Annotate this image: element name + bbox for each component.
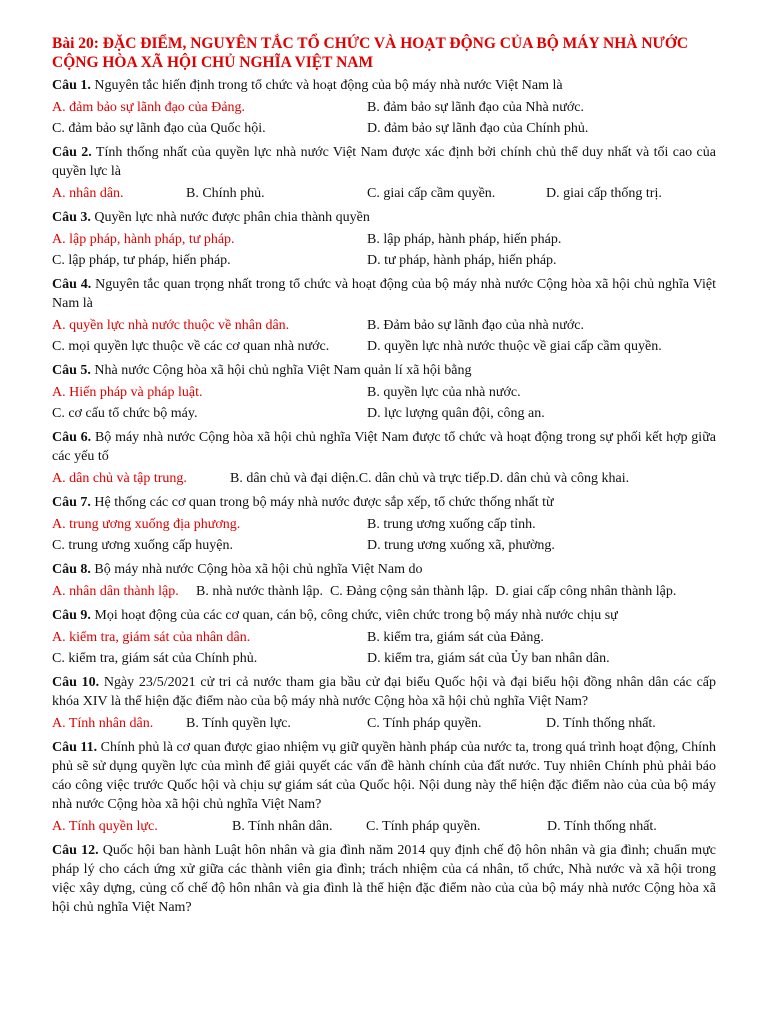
answer-row — [52, 183, 716, 204]
answer-b: B. Đảm bảo sự lãnh đạo của nhà nước. — [367, 318, 584, 333]
answer-row — [52, 336, 716, 357]
question-text: Hệ thống các cơ quan trong bộ máy nhà nước được sắp xếp, tổ chức thống nhất từ — [90, 495, 554, 510]
answer-row — [52, 250, 716, 271]
answer-b: B. kiểm tra, giám sát của Đảng. — [367, 630, 544, 645]
answer-c: C. kiểm tra, giám sát của Chính phủ. — [52, 651, 258, 666]
question-7 — [52, 493, 716, 512]
answer-c: C. dân chủ và trực tiếp. — [358, 471, 490, 486]
question-label: Câu 11. — [52, 740, 98, 755]
question-label: Câu 5. — [52, 363, 91, 378]
question-text: Chính phủ là cơ quan được giao nhiệm vụ giữ quyền hành pháp của nước ta, trong quá trình hoạt động, Chính phủ sẽ sử dụng quyền lực của mình để giải quyết các vấn đề hành chính của đất nước. Tuy nhiên Chính phủ phải báo cáo công việc trước Quốc hội và chịu sự giám sát của Quốc hội. Nội dung này thể hiện đặc điểm nào của của bộ máy nhà nước Cộng hòa xã hội chủ nghĩa Việt Nam? — [52, 740, 716, 812]
answer-d: D. kiểm tra, giám sát của Ủy ban nhân dân. — [367, 651, 610, 666]
question-text: Bộ máy nhà nước Cộng hòa xã hội chủ nghĩa Việt Nam do — [90, 562, 423, 577]
answer-c: C. Tính pháp quyền. — [366, 819, 481, 834]
question-label: Câu 6. — [52, 430, 92, 445]
question-text: Quyền lực nhà nước được phân chia thành quyền — [90, 210, 370, 225]
question-label: Câu 12. — [52, 843, 99, 858]
question-text: Nguyên tắc hiến định trong tổ chức và hoạt động của bộ máy nhà nước Việt Nam là — [90, 78, 563, 93]
answer-row — [52, 118, 716, 139]
answer-b: B. Chính phủ. — [186, 186, 265, 201]
answer-c: C. Tính pháp quyền. — [367, 716, 482, 731]
question-12 — [52, 841, 716, 917]
answer-d: D. giai cấp công nhân thành lập. — [495, 584, 677, 599]
question-text: Nguyên tắc quan trọng nhất trong tổ chức và hoạt động của bộ máy nhà nước Cộng hòa xã hội chủ nghĩa Việt Nam là — [52, 277, 716, 311]
answer-a-correct: A. Tính quyền lực. — [52, 819, 158, 834]
question-text: Tính thống nhất của quyền lực nhà nước Việt Nam được xác định bởi chính chủ thể duy nhất và tối cao của quyền lực là — [52, 145, 716, 179]
answer-b: B. nhà nước thành lập. — [196, 584, 323, 599]
question-label: Câu 4. — [52, 277, 92, 292]
answer-a-correct: A. nhân dân thành lập. — [52, 584, 179, 599]
answer-a-correct: A. lập pháp, hành pháp, tư pháp. — [52, 232, 235, 247]
answer-a-correct: A. đảm bảo sự lãnh đạo của Đảng. — [52, 100, 246, 115]
answer-c: C. cơ cấu tổ chức bộ máy. — [52, 406, 198, 421]
answer-c: C. lập pháp, tư pháp, hiến pháp. — [52, 253, 231, 268]
question-text: Mọi hoạt động của các cơ quan, cán bộ, công chức, viên chức trong bộ máy nhà nước chịu sự — [90, 608, 618, 623]
question-8 — [52, 560, 716, 579]
question-label: Câu 3. — [52, 210, 91, 225]
answer-b: B. đảm bảo sự lãnh đạo của Nhà nước. — [367, 100, 584, 115]
answer-b: B. lập pháp, hành pháp, hiến pháp. — [367, 232, 562, 247]
answer-row — [52, 713, 716, 734]
answer-row — [52, 403, 716, 424]
answer-row — [52, 514, 716, 535]
question-4 — [52, 275, 716, 313]
answer-b: B. Tính nhân dân. — [232, 819, 333, 834]
question-label: Câu 10. — [52, 675, 100, 690]
answer-row — [52, 97, 716, 118]
question-text: Quốc hội ban hành Luật hôn nhân và gia đình năm 2014 quy định chế độ hôn nhân và gia đình; chuẩn mực pháp lý cho cách ứng xử giữa các thành viên gia đình; trách nhiệm của cá nhân, tổ chức, Nhà nước và xã hội trong việc xây dựng, củng cố chế độ hôn nhân và gia đình là thể hiện đặc điểm nào của của bộ máy nhà nước Cộng hòa xã hội chủ nghĩa Việt Nam? — [52, 843, 716, 915]
answer-row — [52, 315, 716, 336]
question-10 — [52, 673, 716, 711]
answer-row — [52, 229, 716, 250]
question-label: Câu 1. — [52, 78, 91, 93]
question-5 — [52, 361, 716, 380]
answer-a-correct: A. Hiến pháp và pháp luật. — [52, 385, 203, 400]
answer-d: D. Tính thống nhất. — [547, 819, 657, 834]
answer-d: D. quyền lực nhà nước thuộc về giai cấp cầm quyền. — [367, 339, 662, 354]
question-label: Câu 2. — [52, 145, 92, 160]
answer-b: B. quyền lực của nhà nước. — [367, 385, 521, 400]
answer-c: C. Đảng cộng sản thành lập. — [329, 584, 489, 599]
question-3 — [52, 208, 716, 227]
answer-d: D. đảm bảo sự lãnh đạo của Chính phủ. — [367, 121, 589, 136]
answer-c: C. giai cấp cầm quyền. — [367, 186, 496, 201]
answer-d: D. tư pháp, hành pháp, hiến pháp. — [367, 253, 557, 268]
answer-row — [52, 648, 716, 669]
answer-a-correct: A. Tính nhân dân. — [52, 716, 154, 731]
answer-b: B. dân chủ và đại diện. — [230, 471, 359, 486]
answer-c: C. đảm bảo sự lãnh đạo của Quốc hội. — [52, 121, 266, 136]
question-2 — [52, 143, 716, 181]
answer-row — [52, 816, 716, 837]
answer-b: B. Tính quyền lực. — [186, 716, 291, 731]
question-label: Câu 9. — [52, 608, 91, 623]
question-text: Bộ máy nhà nước Cộng hòa xã hội chủ nghĩa Việt Nam được tổ chức và hoạt động trong sự phối kết hợp giữa các yếu tố — [52, 430, 716, 464]
answer-c: C. trung ương xuống cấp huyện. — [52, 538, 234, 553]
answer-a-correct: A. nhân dân. — [52, 186, 124, 201]
answer-row — [52, 535, 716, 556]
answer-row — [52, 382, 716, 403]
answer-c: C. mọi quyền lực thuộc về các cơ quan nhà nước. — [52, 339, 330, 354]
question-11 — [52, 738, 716, 814]
answer-a-correct: A. dân chủ và tập trung. — [52, 471, 187, 486]
answer-a-correct: A. trung ương xuống địa phương. — [52, 517, 241, 532]
answer-d: D. Tính thống nhất. — [546, 716, 656, 731]
answer-d: D. lực lượng quân đội, công an. — [367, 406, 545, 421]
answer-a-correct: A. quyền lực nhà nước thuộc về nhân dân. — [52, 318, 290, 333]
question-1 — [52, 76, 716, 95]
answer-row — [52, 627, 716, 648]
answer-row — [52, 468, 716, 489]
question-text: Nhà nước Cộng hòa xã hội chủ nghĩa Việt Nam quản lí xã hội bằng — [90, 363, 472, 378]
answer-d: D. trung ương xuống xã, phường. — [367, 538, 555, 553]
question-9 — [52, 606, 716, 625]
page-title: Bài 20: ĐẶC ĐIỂM, NGUYÊN TẮC TỔ CHỨC VÀ HOẠT ĐỘNG CỦA BỘ MÁY NHÀ NƯỚC CỘNG HÒA XÃ HỘI CHỦ NGHĨA VIỆT NAM — [52, 35, 689, 71]
question-label: Câu 7. — [52, 495, 91, 510]
answer-row — [52, 581, 716, 602]
answer-d: D. giai cấp thống trị. — [546, 186, 662, 201]
answer-a-correct: A. kiểm tra, giám sát của nhân dân. — [52, 630, 251, 645]
question-6 — [52, 428, 716, 466]
answer-d: D. dân chủ và công khai. — [489, 471, 630, 486]
answer-b: B. trung ương xuống cấp tỉnh. — [367, 517, 536, 532]
question-text: Ngày 23/5/2021 cử tri cả nước tham gia bầu cử đại biểu Quốc hội và đại biểu hội đồng nhân dân các cấp khóa XIV là thể hiện đặc điểm nào của bộ máy nhà nước Cộng hòa xã hội chủ nghĩa Việt Nam? — [52, 675, 716, 709]
question-label: Câu 8. — [52, 562, 91, 577]
